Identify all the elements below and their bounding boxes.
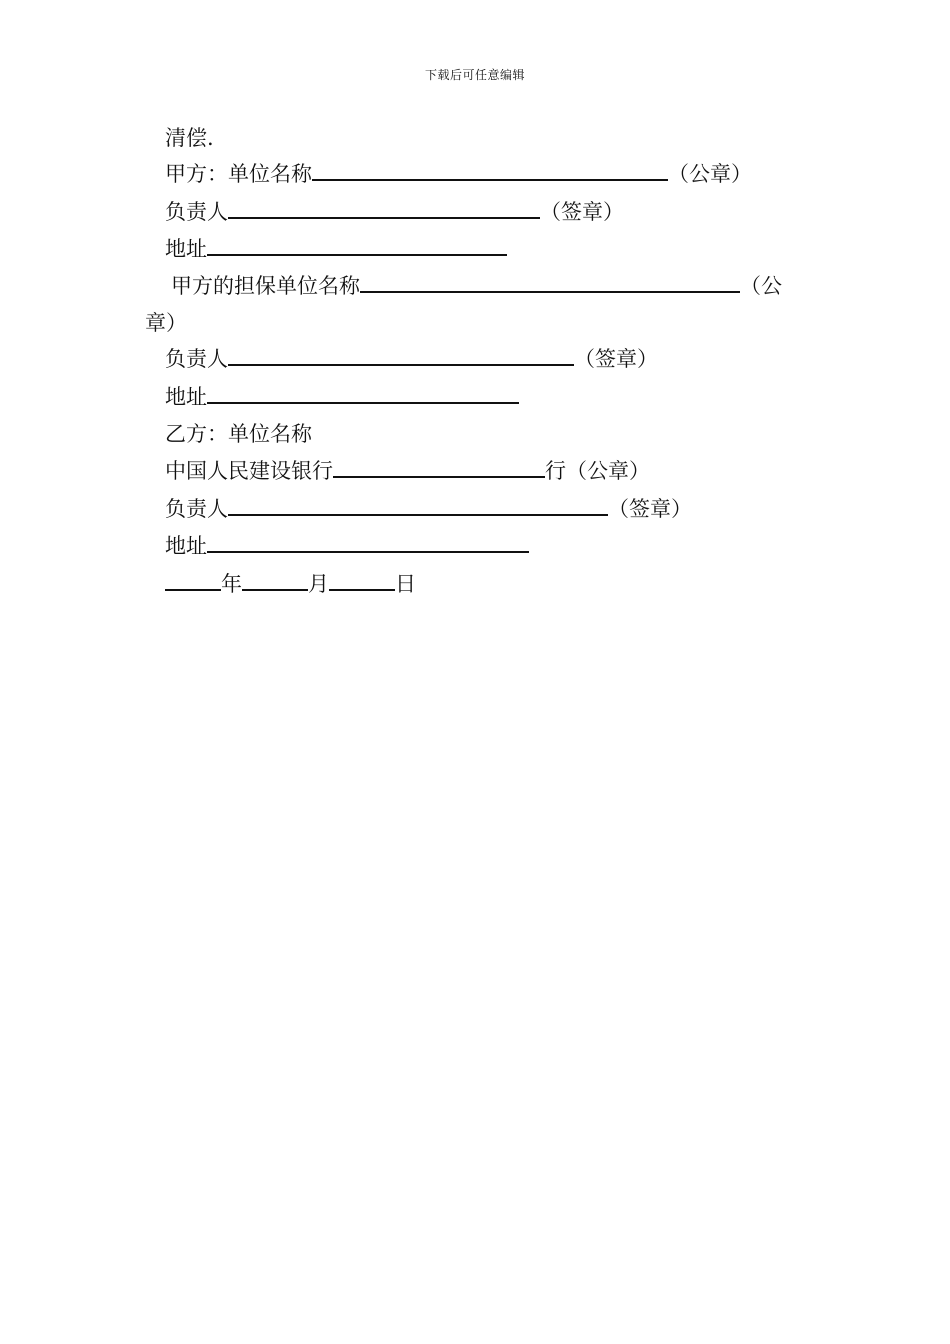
party-a-unit-label: 甲方：单位名称 (165, 162, 312, 186)
party-a-unit-line (165, 159, 752, 187)
guarantor-unit-blank[interactable] (360, 271, 740, 293)
party-b-unit-line (165, 420, 312, 448)
party-b-head-line (165, 494, 692, 522)
guarantor-address-blank[interactable] (207, 382, 519, 404)
year-label: 年 (221, 572, 242, 596)
month-label: 月 (308, 572, 329, 596)
guarantor-seal-cont-text: 章） (145, 311, 187, 335)
guarantor-seal-label: （公 (740, 274, 782, 298)
party-a-signature-label: （签章） (540, 200, 624, 224)
party-a-unit-blank[interactable] (312, 159, 668, 181)
guarantor-signature-label: （签章） (574, 347, 658, 371)
month-blank[interactable] (242, 569, 308, 591)
bank-name-label: 中国人民建设银行 (165, 459, 333, 483)
bank-line (165, 456, 650, 484)
text-line-repay (165, 124, 214, 152)
party-b-address-line (165, 531, 529, 559)
guarantor-seal-cont (145, 309, 187, 337)
guarantor-head-label: 负责人 (165, 347, 228, 371)
date-line (165, 569, 416, 597)
party-a-head-blank[interactable] (228, 197, 540, 219)
header-note: 下载后可任意编辑 (424, 68, 525, 82)
day-blank[interactable] (329, 569, 395, 591)
party-a-address-line (165, 234, 507, 262)
bank-branch-blank[interactable] (333, 456, 545, 478)
guarantor-address-label: 地址 (165, 385, 207, 409)
party-b-head-label: 负责人 (165, 497, 228, 521)
day-label: 日 (395, 572, 416, 596)
guarantor-unit-line (171, 271, 782, 299)
party-a-head-line (165, 197, 624, 225)
year-blank[interactable] (165, 569, 221, 591)
party-b-head-blank[interactable] (228, 494, 608, 516)
party-a-address-blank[interactable] (207, 234, 507, 256)
guarantor-address-line (165, 382, 519, 410)
guarantor-unit-label: 甲方的担保单位名称 (171, 274, 360, 298)
party-a-seal-label: （公章） (668, 162, 752, 186)
bank-seal-label: 行（公章） (545, 459, 650, 483)
party-a-address-label: 地址 (165, 237, 207, 261)
party-a-head-label: 负责人 (165, 200, 228, 224)
repay-text: 清偿. (165, 126, 214, 150)
party-b-address-label: 地址 (165, 534, 207, 558)
guarantor-head-line (165, 344, 658, 372)
party-b-signature-label: （签章） (608, 497, 692, 521)
guarantor-head-blank[interactable] (228, 344, 574, 366)
party-b-unit-label: 乙方：单位名称 (165, 422, 312, 446)
party-b-address-blank[interactable] (207, 531, 529, 553)
